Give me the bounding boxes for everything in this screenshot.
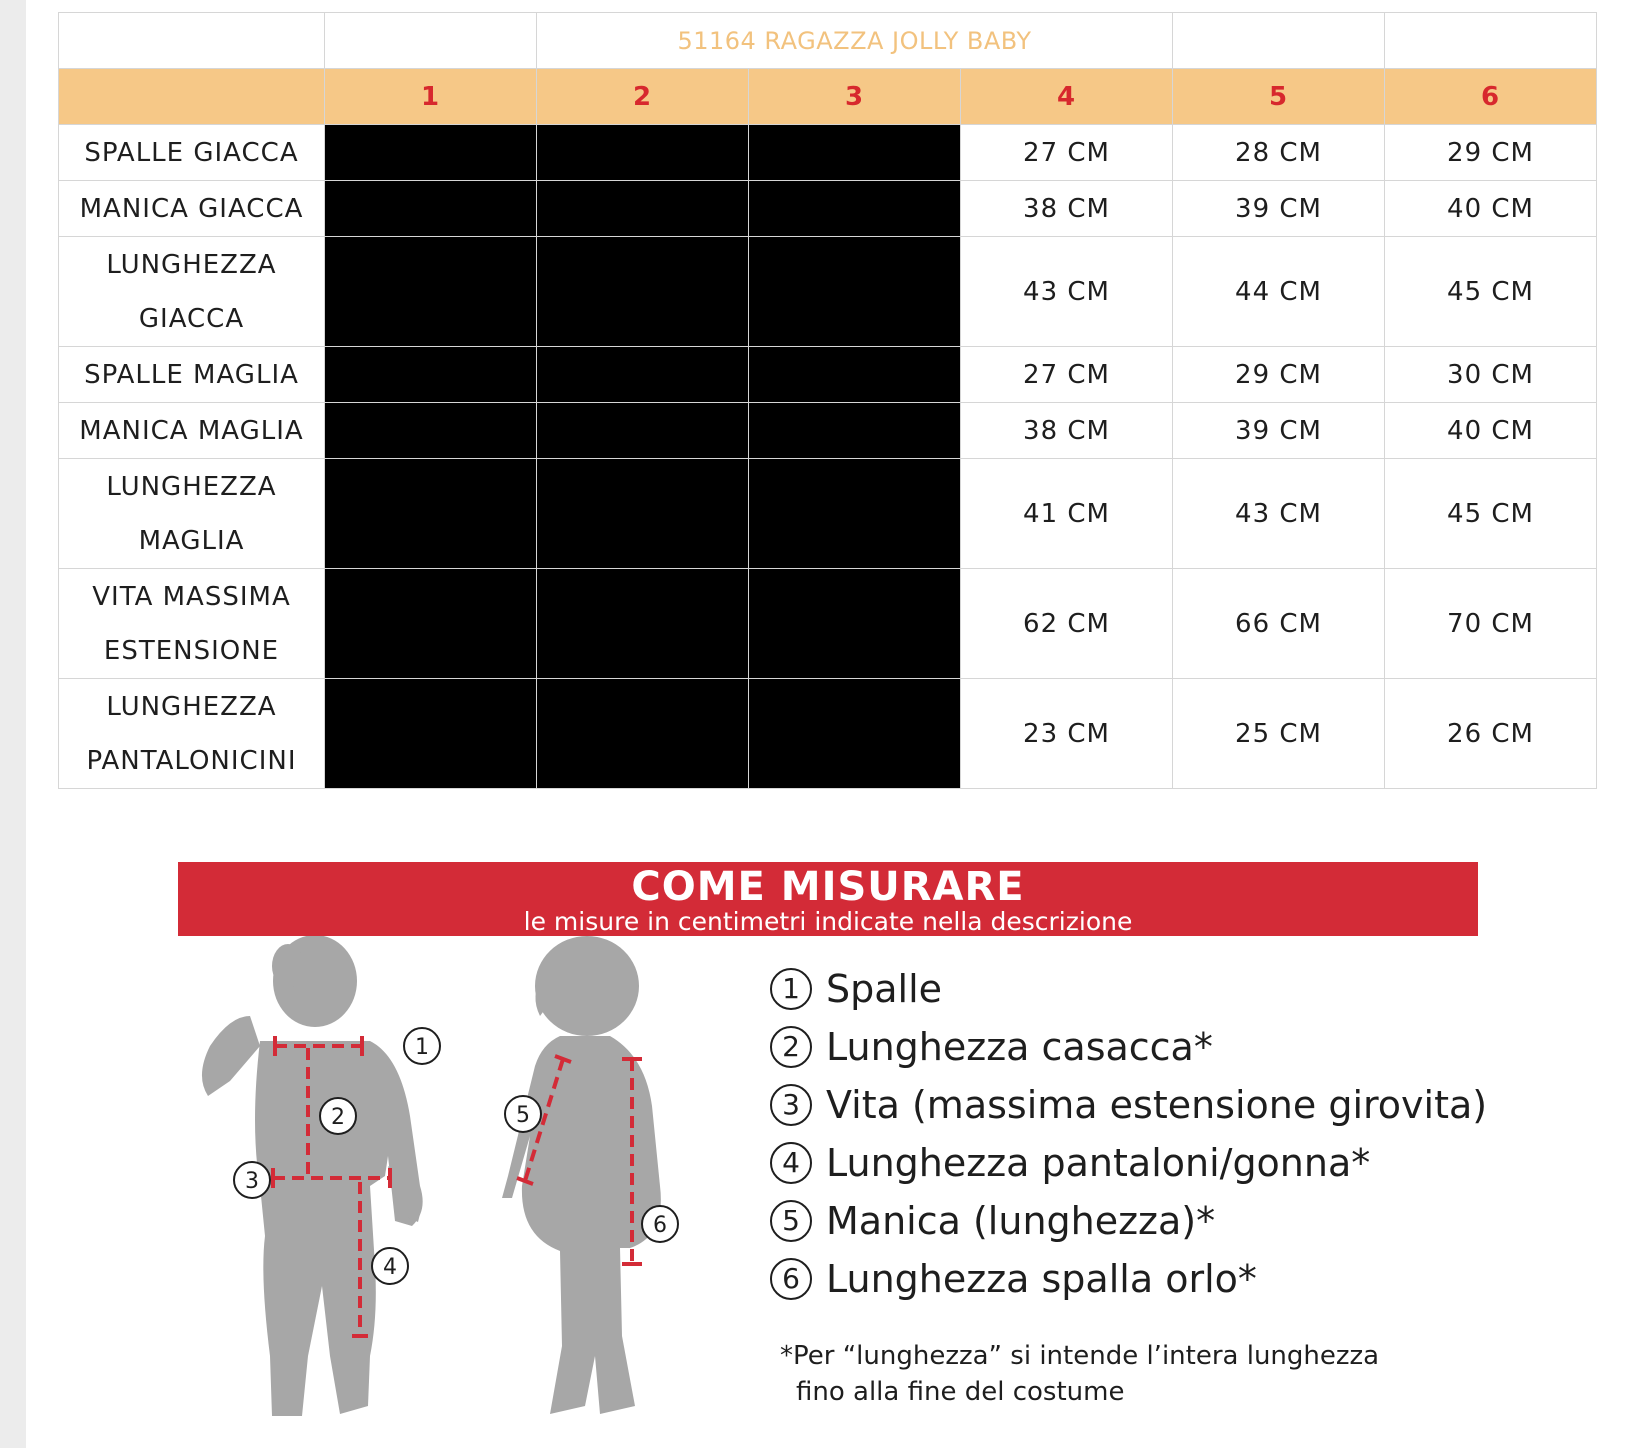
- note-line-1: *Per “lunghezza” si intende l’intera lunghezza: [780, 1341, 1380, 1371]
- measurement-figures: [190, 936, 710, 1436]
- table-row: [59, 181, 1597, 237]
- table-row: [59, 347, 1597, 403]
- legend-number: 4: [770, 1142, 812, 1184]
- measure-cell: 70 CM: [1385, 569, 1597, 679]
- measure-cell: 26 CM: [1385, 679, 1597, 789]
- unavailable-size-cell: [325, 125, 537, 181]
- measure-cell: 38 CM: [961, 403, 1173, 459]
- table-row: [59, 459, 1597, 569]
- unavailable-size-cell: [325, 237, 537, 347]
- unavailable-size-cell: [749, 459, 961, 569]
- measurement-legend: [770, 960, 1490, 1308]
- size-header: 1: [325, 69, 537, 125]
- measure-cell: 45 CM: [1385, 459, 1597, 569]
- unavailable-size-cell: [537, 237, 749, 347]
- measure-cell: 40 CM: [1385, 403, 1597, 459]
- marker-1: 1: [415, 1035, 429, 1060]
- unavailable-size-cell: [325, 459, 537, 569]
- measure-cell: 40 CM: [1385, 181, 1597, 237]
- measure-cell: 29 CM: [1385, 125, 1597, 181]
- row-label: [59, 459, 325, 569]
- measure-cell: 44 CM: [1173, 237, 1385, 347]
- row-label-line: VITA MASSIMA: [92, 581, 291, 612]
- title-empty-cell: [325, 13, 537, 69]
- size-chart-table: [58, 12, 1597, 789]
- unavailable-size-cell: [537, 569, 749, 679]
- unavailable-size-cell: [325, 569, 537, 679]
- unavailable-size-cell: [325, 181, 537, 237]
- size-header: 2: [537, 69, 749, 125]
- table-row: [59, 125, 1597, 181]
- legend-item: [770, 1250, 1490, 1308]
- header-empty-cell: [59, 69, 325, 125]
- legend-text: Lunghezza pantaloni/gonna*: [826, 1141, 1371, 1185]
- unavailable-size-cell: [749, 125, 961, 181]
- measure-cell: 27 CM: [961, 125, 1173, 181]
- row-label-line: SPALLE MAGLIA: [84, 359, 299, 390]
- measure-cell: 39 CM: [1173, 181, 1385, 237]
- unavailable-size-cell: [537, 459, 749, 569]
- row-label-line: LUNGHEZZA: [106, 471, 277, 502]
- measure-cell: 38 CM: [961, 181, 1173, 237]
- row-label-line: ESTENSIONE: [103, 635, 280, 666]
- row-label-line: LUNGHEZZA: [106, 249, 277, 280]
- measure-cell: 62 CM: [961, 569, 1173, 679]
- row-label-line: LUNGHEZZA: [106, 691, 277, 722]
- length-note: [780, 1338, 1480, 1410]
- title-empty-cell: [1173, 13, 1385, 69]
- unavailable-size-cell: [537, 679, 749, 789]
- table-row: [59, 569, 1597, 679]
- measure-cell: 43 CM: [1173, 459, 1385, 569]
- row-label: [59, 181, 325, 237]
- size-header: 6: [1385, 69, 1597, 125]
- size-header: 3: [749, 69, 961, 125]
- size-header: 4: [961, 69, 1173, 125]
- unavailable-size-cell: [749, 403, 961, 459]
- legend-number: 1: [770, 968, 812, 1010]
- unavailable-size-cell: [325, 347, 537, 403]
- unavailable-size-cell: [537, 125, 749, 181]
- legend-item: [770, 1134, 1490, 1192]
- legend-item: [770, 960, 1490, 1018]
- legend-text: Lunghezza casacca*: [826, 1025, 1213, 1069]
- unavailable-size-cell: [325, 403, 537, 459]
- measure-cell: 23 CM: [961, 679, 1173, 789]
- unavailable-size-cell: [537, 403, 749, 459]
- row-label: [59, 679, 325, 789]
- legend-text: Vita (massima estensione girovita): [826, 1083, 1488, 1127]
- title-empty-cell: [1385, 13, 1597, 69]
- row-label-line: MANICA MAGLIA: [79, 415, 304, 446]
- row-label: [59, 569, 325, 679]
- measure-cell: 39 CM: [1173, 403, 1385, 459]
- table-title-row: [59, 13, 1597, 69]
- row-label-line: MAGLIA: [138, 525, 245, 556]
- legend-number: 5: [770, 1200, 812, 1242]
- legend-text: Spalle: [826, 967, 943, 1011]
- measure-cell: 25 CM: [1173, 679, 1385, 789]
- marker-4: 4: [383, 1255, 397, 1280]
- table-title: 51164 RAGAZZA JOLLY BABY: [537, 13, 1173, 69]
- row-label: [59, 125, 325, 181]
- measure-cell: 45 CM: [1385, 237, 1597, 347]
- row-label-line: PANTALONICINI: [86, 745, 297, 776]
- row-label-line: SPALLE GIACCA: [84, 137, 299, 168]
- unavailable-size-cell: [749, 181, 961, 237]
- unavailable-size-cell: [325, 679, 537, 789]
- legend-item: [770, 1192, 1490, 1250]
- measure-cell: 27 CM: [961, 347, 1173, 403]
- marker-6: 6: [653, 1213, 667, 1238]
- row-label: [59, 347, 325, 403]
- legend-text: Manica (lunghezza)*: [826, 1199, 1216, 1243]
- measure-cell: 28 CM: [1173, 125, 1385, 181]
- marker-3: 3: [245, 1169, 259, 1194]
- table-row: [59, 237, 1597, 347]
- measure-cell: 41 CM: [961, 459, 1173, 569]
- unavailable-size-cell: [537, 347, 749, 403]
- banner-subtitle: le misure in centimetri indicate nella descrizione: [523, 907, 1133, 936]
- row-label: [59, 403, 325, 459]
- how-to-measure-banner: [178, 862, 1478, 936]
- legend-number: 6: [770, 1258, 812, 1300]
- size-header-row: [59, 69, 1597, 125]
- legend-number: 3: [770, 1084, 812, 1126]
- table-row: [59, 403, 1597, 459]
- size-header: 5: [1173, 69, 1385, 125]
- marker-2: 2: [331, 1105, 345, 1130]
- legend-item: [770, 1076, 1490, 1134]
- title-empty-cell: [59, 13, 325, 69]
- row-label-line: GIACCA: [138, 303, 245, 334]
- measure-cell: 29 CM: [1173, 347, 1385, 403]
- marker-5: 5: [516, 1103, 530, 1128]
- unavailable-size-cell: [749, 347, 961, 403]
- unavailable-size-cell: [749, 569, 961, 679]
- unavailable-size-cell: [749, 679, 961, 789]
- unavailable-size-cell: [537, 181, 749, 237]
- row-label-line: MANICA GIACCA: [79, 193, 304, 224]
- unavailable-size-cell: [749, 237, 961, 347]
- legend-text: Lunghezza spalla orlo*: [826, 1257, 1257, 1301]
- note-line-2: fino alla fine del costume: [796, 1377, 1125, 1407]
- legend-number: 2: [770, 1026, 812, 1068]
- measure-cell: 66 CM: [1173, 569, 1385, 679]
- banner-title: COME MISURARE: [631, 864, 1025, 910]
- table-row: [59, 679, 1597, 789]
- measure-cell: 30 CM: [1385, 347, 1597, 403]
- legend-item: [770, 1018, 1490, 1076]
- row-label: [59, 237, 325, 347]
- measure-cell: 43 CM: [961, 237, 1173, 347]
